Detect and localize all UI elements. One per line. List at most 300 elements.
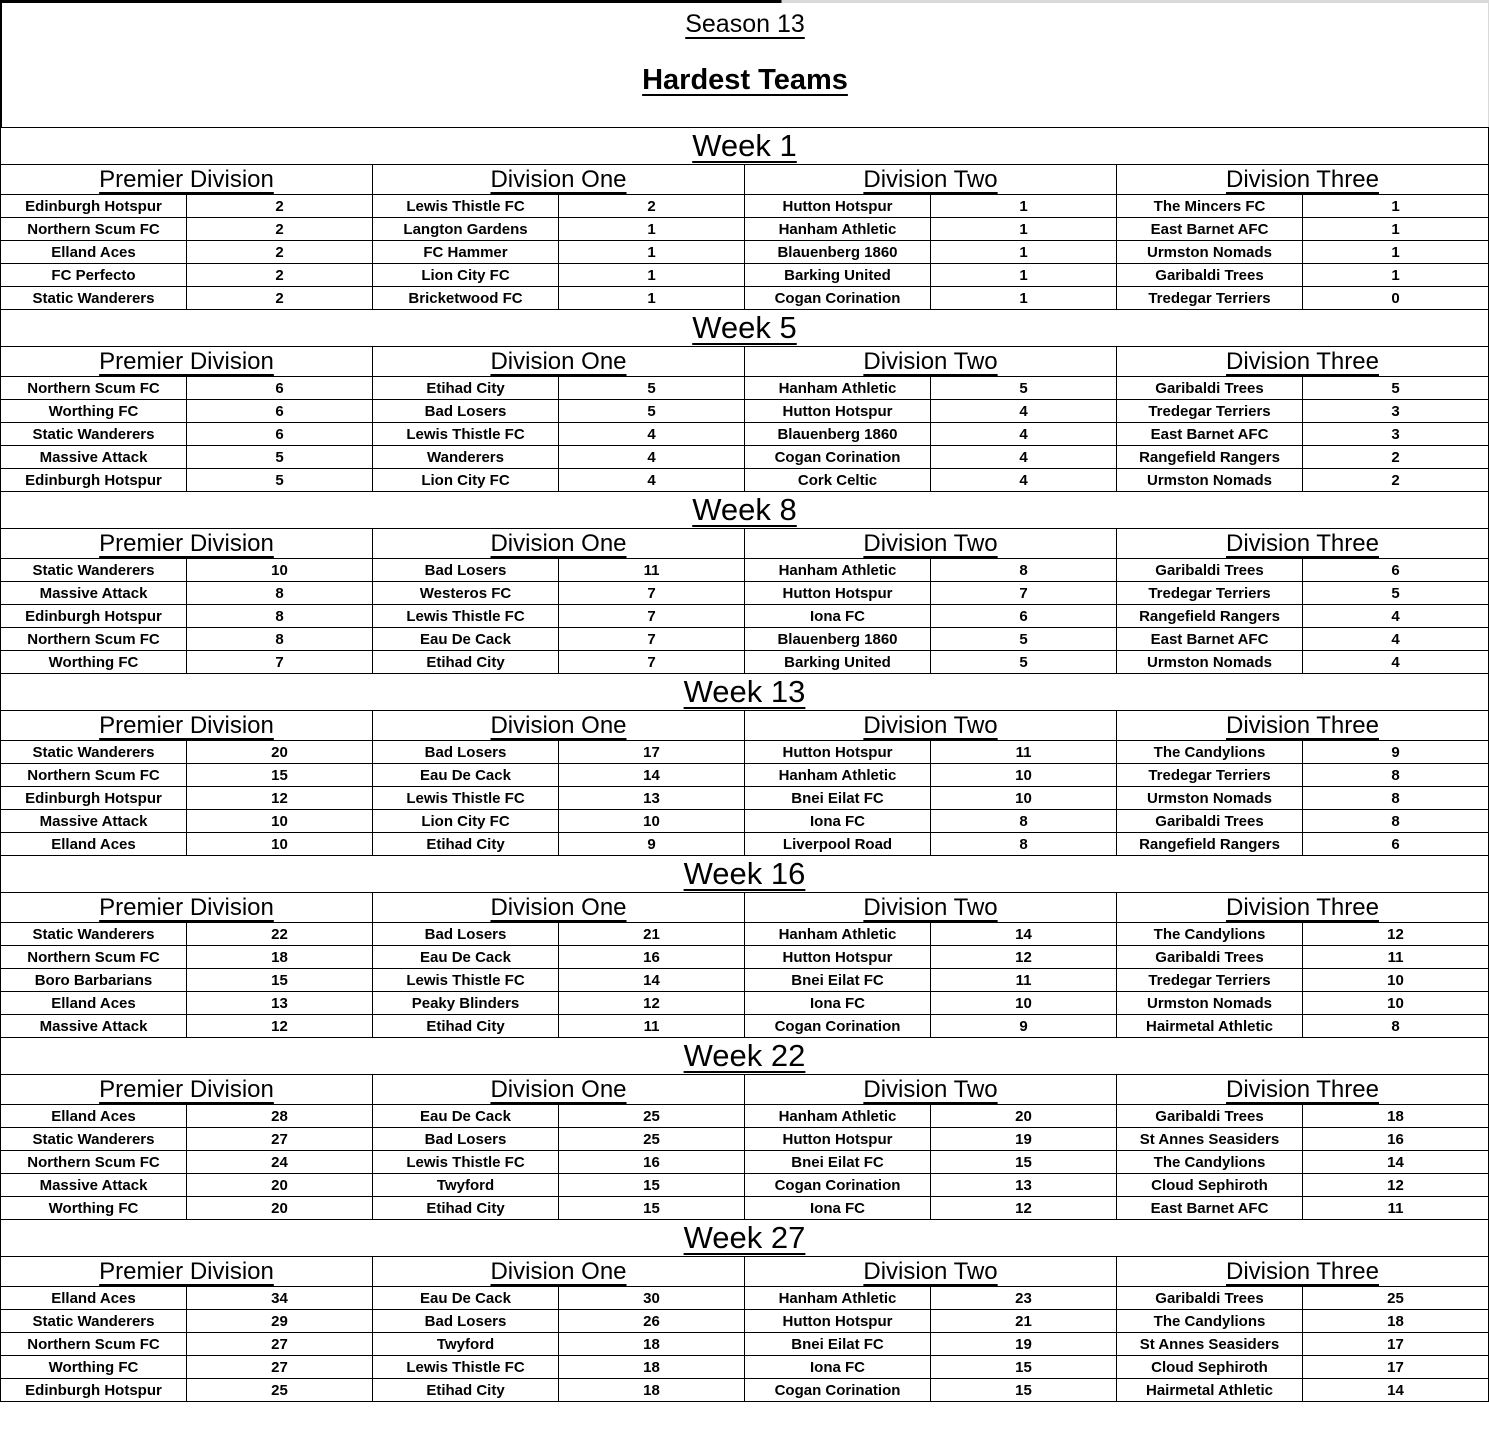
team-score-cell: 25: [559, 1128, 745, 1151]
team-score-cell: 8: [1303, 764, 1489, 787]
week-banner-row: [1, 310, 1489, 347]
team-score-cell: 4: [1303, 628, 1489, 651]
division-header-cell: [373, 529, 745, 559]
week-title-label: Week 13: [683, 674, 806, 709]
team-name-cell: FC Hammer: [373, 241, 559, 264]
team-score-cell: 6: [187, 423, 373, 446]
team-name-cell: Bnei Eilat FC: [745, 969, 931, 992]
division-header-cell: [1117, 1075, 1489, 1105]
team-score-cell: 1: [931, 264, 1117, 287]
team-name-cell: East Barnet AFC: [1117, 1197, 1303, 1220]
team-score-cell: 34: [187, 1287, 373, 1310]
team-name-cell: East Barnet AFC: [1117, 628, 1303, 651]
main-title-row: [2, 63, 1488, 97]
division-header-label: Division Three: [1226, 1075, 1379, 1103]
team-name-cell: Cogan Corination: [745, 1174, 931, 1197]
week-banner-row: [1, 1220, 1489, 1257]
team-name-cell: Tredegar Terriers: [1117, 582, 1303, 605]
team-score-cell: 6: [187, 377, 373, 400]
week-title-cell: [1, 310, 1489, 347]
team-name-cell: Northern Scum FC: [1, 377, 187, 400]
team-score-cell: 21: [931, 1310, 1117, 1333]
team-score-cell: 2: [559, 195, 745, 218]
team-name-cell: Lion City FC: [373, 810, 559, 833]
team-name-cell: Rangefield Rangers: [1117, 605, 1303, 628]
division-header-row: [1, 711, 1489, 741]
team-score-cell: 16: [559, 946, 745, 969]
team-score-cell: 10: [187, 833, 373, 856]
team-name-cell: Hanham Athletic: [745, 764, 931, 787]
team-score-cell: 22: [187, 923, 373, 946]
team-name-cell: The Candylions: [1117, 1310, 1303, 1333]
division-header-label: Premier Division: [99, 347, 274, 375]
team-name-cell: Blauenberg 1860: [745, 628, 931, 651]
team-row: [1, 628, 1489, 651]
division-header-cell: [745, 347, 1117, 377]
team-score-cell: 25: [1303, 1287, 1489, 1310]
team-score-cell: 18: [559, 1379, 745, 1402]
team-row: [1, 218, 1489, 241]
team-name-cell: Bnei Eilat FC: [745, 787, 931, 810]
team-score-cell: 10: [187, 559, 373, 582]
team-name-cell: Cork Celtic: [745, 469, 931, 492]
team-score-cell: 8: [187, 582, 373, 605]
team-row: [1, 241, 1489, 264]
division-header-label: Premier Division: [99, 1257, 274, 1285]
team-score-cell: 2: [187, 264, 373, 287]
division-header-cell: [1, 165, 373, 195]
division-header-label: Division One: [490, 529, 627, 557]
team-score-cell: 4: [1303, 605, 1489, 628]
team-score-cell: 7: [559, 628, 745, 651]
team-score-cell: 23: [931, 1287, 1117, 1310]
team-name-cell: Urmston Nomads: [1117, 992, 1303, 1015]
division-header-cell: [745, 165, 1117, 195]
team-row: [1, 1105, 1489, 1128]
team-name-cell: Hutton Hotspur: [745, 1310, 931, 1333]
team-score-cell: 28: [187, 1105, 373, 1128]
team-name-cell: Worthing FC: [1, 1197, 187, 1220]
team-name-cell: Etihad City: [373, 833, 559, 856]
week-title-label: Week 1: [692, 128, 797, 163]
team-row: [1, 741, 1489, 764]
division-header-cell: [1, 347, 373, 377]
division-header-cell: [1117, 1257, 1489, 1287]
team-score-cell: 5: [187, 469, 373, 492]
team-name-cell: Static Wanderers: [1, 1310, 187, 1333]
division-header-label: Division Two: [863, 893, 998, 921]
team-name-cell: Eau De Cack: [373, 1105, 559, 1128]
team-name-cell: Lion City FC: [373, 469, 559, 492]
team-score-cell: 10: [931, 992, 1117, 1015]
team-name-cell: Northern Scum FC: [1, 628, 187, 651]
division-header-label: Division One: [490, 711, 627, 739]
team-name-cell: Garibaldi Trees: [1117, 1105, 1303, 1128]
team-row: [1, 377, 1489, 400]
team-name-cell: Hanham Athletic: [745, 377, 931, 400]
team-name-cell: Hanham Athletic: [745, 1287, 931, 1310]
week-title-cell: [1, 1038, 1489, 1075]
team-row: [1, 923, 1489, 946]
team-name-cell: Northern Scum FC: [1, 764, 187, 787]
team-name-cell: Cloud Sephiroth: [1117, 1356, 1303, 1379]
week-title-label: Week 22: [683, 1038, 806, 1073]
season-title-label: Season 13: [685, 10, 805, 38]
team-score-cell: 0: [1303, 287, 1489, 310]
division-header-cell: [1117, 165, 1489, 195]
division-header-cell: [1117, 711, 1489, 741]
team-name-cell: Hanham Athletic: [745, 1105, 931, 1128]
team-name-cell: Hairmetal Athletic: [1117, 1015, 1303, 1038]
team-score-cell: 10: [187, 810, 373, 833]
team-name-cell: Hutton Hotspur: [745, 946, 931, 969]
division-header-cell: [1, 1075, 373, 1105]
team-name-cell: Worthing FC: [1, 651, 187, 674]
division-header-cell: [1, 1257, 373, 1287]
division-header-cell: [745, 529, 1117, 559]
division-header-label: Division One: [490, 165, 627, 193]
team-name-cell: Static Wanderers: [1, 1128, 187, 1151]
team-score-cell: 18: [187, 946, 373, 969]
team-score-cell: 13: [187, 992, 373, 1015]
team-score-cell: 27: [187, 1128, 373, 1151]
team-score-cell: 4: [931, 400, 1117, 423]
team-score-cell: 25: [187, 1379, 373, 1402]
team-score-cell: 1: [559, 218, 745, 241]
team-name-cell: Hanham Athletic: [745, 559, 931, 582]
team-name-cell: Edinburgh Hotspur: [1, 1379, 187, 1402]
team-name-cell: Peaky Blinders: [373, 992, 559, 1015]
team-name-cell: Elland Aces: [1, 1287, 187, 1310]
team-score-cell: 2: [187, 195, 373, 218]
team-name-cell: Eau De Cack: [373, 628, 559, 651]
team-name-cell: Cogan Corination: [745, 446, 931, 469]
team-score-cell: 11: [559, 1015, 745, 1038]
team-name-cell: Iona FC: [745, 1197, 931, 1220]
team-name-cell: Lewis Thistle FC: [373, 787, 559, 810]
division-header-label: Division Two: [863, 1075, 998, 1103]
team-row: [1, 787, 1489, 810]
team-name-cell: Urmston Nomads: [1117, 787, 1303, 810]
team-name-cell: Massive Attack: [1, 1174, 187, 1197]
team-row: [1, 946, 1489, 969]
team-name-cell: Iona FC: [745, 1356, 931, 1379]
team-name-cell: Tredegar Terriers: [1117, 969, 1303, 992]
team-name-cell: Hutton Hotspur: [745, 195, 931, 218]
team-name-cell: Bad Losers: [373, 400, 559, 423]
team-score-cell: 4: [1303, 651, 1489, 674]
team-score-cell: 1: [1303, 218, 1489, 241]
team-score-cell: 27: [187, 1333, 373, 1356]
team-score-cell: 14: [931, 923, 1117, 946]
team-score-cell: 20: [187, 741, 373, 764]
team-row: [1, 1333, 1489, 1356]
team-name-cell: Massive Attack: [1, 446, 187, 469]
team-row: [1, 810, 1489, 833]
week-title-cell: [1, 128, 1489, 165]
team-name-cell: Garibaldi Trees: [1117, 377, 1303, 400]
division-header-label: Division Two: [863, 165, 998, 193]
team-name-cell: Bad Losers: [373, 1310, 559, 1333]
team-row: [1, 287, 1489, 310]
team-score-cell: 3: [1303, 423, 1489, 446]
team-score-cell: 8: [187, 605, 373, 628]
division-header-label: Division Two: [863, 711, 998, 739]
team-score-cell: 18: [559, 1356, 745, 1379]
team-name-cell: Bad Losers: [373, 1128, 559, 1151]
team-score-cell: 15: [931, 1151, 1117, 1174]
team-score-cell: 1: [559, 264, 745, 287]
division-header-label: Premier Division: [99, 711, 274, 739]
team-row: [1, 423, 1489, 446]
team-row: [1, 582, 1489, 605]
team-name-cell: Barking United: [745, 651, 931, 674]
team-score-cell: 12: [1303, 923, 1489, 946]
team-score-cell: 5: [931, 377, 1117, 400]
team-score-cell: 1: [931, 195, 1117, 218]
team-name-cell: Garibaldi Trees: [1117, 946, 1303, 969]
team-row: [1, 195, 1489, 218]
team-score-cell: 20: [931, 1105, 1117, 1128]
team-name-cell: Twyford: [373, 1333, 559, 1356]
team-row: [1, 1356, 1489, 1379]
team-score-cell: 8: [931, 559, 1117, 582]
team-score-cell: 4: [559, 423, 745, 446]
team-name-cell: Hutton Hotspur: [745, 582, 931, 605]
team-row: [1, 605, 1489, 628]
team-score-cell: 4: [931, 446, 1117, 469]
team-score-cell: 26: [559, 1310, 745, 1333]
team-name-cell: Edinburgh Hotspur: [1, 787, 187, 810]
division-header-label: Division Three: [1226, 893, 1379, 921]
team-name-cell: Static Wanderers: [1, 423, 187, 446]
team-name-cell: Tredegar Terriers: [1117, 764, 1303, 787]
division-header-cell: [373, 893, 745, 923]
week-title-cell: [1, 856, 1489, 893]
team-score-cell: 1: [931, 287, 1117, 310]
week-banner-row: [1, 674, 1489, 711]
team-score-cell: 18: [1303, 1105, 1489, 1128]
team-score-cell: 17: [1303, 1356, 1489, 1379]
team-name-cell: Lewis Thistle FC: [373, 969, 559, 992]
team-score-cell: 11: [1303, 946, 1489, 969]
team-name-cell: Blauenberg 1860: [745, 241, 931, 264]
team-name-cell: Cogan Corination: [745, 287, 931, 310]
team-score-cell: 12: [559, 992, 745, 1015]
team-score-cell: 7: [559, 582, 745, 605]
team-score-cell: 12: [187, 1015, 373, 1038]
division-header-label: Division Two: [863, 529, 998, 557]
team-name-cell: Northern Scum FC: [1, 218, 187, 241]
team-score-cell: 11: [931, 741, 1117, 764]
team-score-cell: 15: [559, 1174, 745, 1197]
team-name-cell: Wanderers: [373, 446, 559, 469]
division-header-cell: [1117, 529, 1489, 559]
team-row: [1, 651, 1489, 674]
week-title-cell: [1, 674, 1489, 711]
team-name-cell: Worthing FC: [1, 400, 187, 423]
team-name-cell: Massive Attack: [1, 582, 187, 605]
team-row: [1, 1310, 1489, 1333]
team-name-cell: Bnei Eilat FC: [745, 1151, 931, 1174]
team-score-cell: 17: [1303, 1333, 1489, 1356]
team-name-cell: St Annes Seasiders: [1117, 1333, 1303, 1356]
division-header-row: [1, 893, 1489, 923]
team-name-cell: Lewis Thistle FC: [373, 605, 559, 628]
team-name-cell: Urmston Nomads: [1117, 241, 1303, 264]
team-name-cell: Static Wanderers: [1, 287, 187, 310]
division-header-row: [1, 347, 1489, 377]
week-title-label: Week 16: [683, 856, 806, 891]
team-name-cell: Massive Attack: [1, 1015, 187, 1038]
division-header-row: [1, 529, 1489, 559]
week-banner-row: [1, 1038, 1489, 1075]
division-header-cell: [1, 529, 373, 559]
team-name-cell: Etihad City: [373, 1015, 559, 1038]
team-name-cell: Garibaldi Trees: [1117, 264, 1303, 287]
team-score-cell: 10: [931, 787, 1117, 810]
division-header-cell: [1, 893, 373, 923]
team-score-cell: 1: [559, 241, 745, 264]
team-name-cell: Etihad City: [373, 1379, 559, 1402]
team-name-cell: Eau De Cack: [373, 946, 559, 969]
team-name-cell: Twyford: [373, 1174, 559, 1197]
team-score-cell: 4: [931, 469, 1117, 492]
division-header-label: Division One: [490, 1075, 627, 1103]
team-name-cell: Cogan Corination: [745, 1015, 931, 1038]
team-score-cell: 2: [187, 287, 373, 310]
team-name-cell: Lewis Thistle FC: [373, 423, 559, 446]
team-score-cell: 7: [187, 651, 373, 674]
team-score-cell: 15: [931, 1356, 1117, 1379]
division-header-label: Division Three: [1226, 711, 1379, 739]
week-banner-row: [1, 856, 1489, 893]
team-name-cell: Northern Scum FC: [1, 1151, 187, 1174]
team-score-cell: 4: [559, 446, 745, 469]
team-name-cell: Rangefield Rangers: [1117, 833, 1303, 856]
team-name-cell: Static Wanderers: [1, 741, 187, 764]
team-name-cell: Elland Aces: [1, 992, 187, 1015]
team-score-cell: 24: [187, 1151, 373, 1174]
team-name-cell: Bad Losers: [373, 559, 559, 582]
division-header-label: Premier Division: [99, 165, 274, 193]
team-name-cell: Westeros FC: [373, 582, 559, 605]
division-header-label: Premier Division: [99, 893, 274, 921]
division-header-label: Division Three: [1226, 1257, 1379, 1285]
team-score-cell: 4: [931, 423, 1117, 446]
team-name-cell: Bad Losers: [373, 923, 559, 946]
team-name-cell: Hutton Hotspur: [745, 741, 931, 764]
team-name-cell: The Candylions: [1117, 741, 1303, 764]
division-header-cell: [1117, 893, 1489, 923]
division-header-label: Division One: [490, 347, 627, 375]
division-header-cell: [1117, 347, 1489, 377]
team-name-cell: Garibaldi Trees: [1117, 810, 1303, 833]
team-row: [1, 1287, 1489, 1310]
team-name-cell: Massive Attack: [1, 810, 187, 833]
team-name-cell: Hanham Athletic: [745, 923, 931, 946]
team-score-cell: 15: [187, 969, 373, 992]
team-name-cell: Northern Scum FC: [1, 946, 187, 969]
division-header-cell: [373, 711, 745, 741]
team-name-cell: Hairmetal Athletic: [1117, 1379, 1303, 1402]
team-score-cell: 30: [559, 1287, 745, 1310]
team-name-cell: Iona FC: [745, 992, 931, 1015]
team-score-cell: 17: [559, 741, 745, 764]
team-name-cell: Iona FC: [745, 605, 931, 628]
team-score-cell: 1: [1303, 195, 1489, 218]
team-name-cell: FC Perfecto: [1, 264, 187, 287]
team-score-cell: 1: [559, 287, 745, 310]
team-row: [1, 969, 1489, 992]
team-name-cell: Static Wanderers: [1, 559, 187, 582]
team-name-cell: East Barnet AFC: [1117, 423, 1303, 446]
team-row: [1, 264, 1489, 287]
team-name-cell: Garibaldi Trees: [1117, 1287, 1303, 1310]
team-name-cell: Lewis Thistle FC: [373, 1356, 559, 1379]
team-name-cell: Northern Scum FC: [1, 1333, 187, 1356]
division-header-label: Division Two: [863, 347, 998, 375]
team-name-cell: Langton Gardens: [373, 218, 559, 241]
team-name-cell: Boro Barbarians: [1, 969, 187, 992]
team-score-cell: 5: [1303, 377, 1489, 400]
team-row: [1, 469, 1489, 492]
division-header-label: Premier Division: [99, 529, 274, 557]
team-row: [1, 446, 1489, 469]
team-score-cell: 7: [559, 605, 745, 628]
team-score-cell: 1: [931, 218, 1117, 241]
division-header-cell: [745, 1257, 1117, 1287]
team-name-cell: Tredegar Terriers: [1117, 287, 1303, 310]
team-name-cell: Edinburgh Hotspur: [1, 469, 187, 492]
team-score-cell: 27: [187, 1356, 373, 1379]
division-header-row: [1, 1075, 1489, 1105]
hardest-teams-table: [0, 127, 1489, 1402]
team-name-cell: Liverpool Road: [745, 833, 931, 856]
team-row: [1, 764, 1489, 787]
team-name-cell: Rangefield Rangers: [1117, 446, 1303, 469]
team-score-cell: 10: [1303, 992, 1489, 1015]
team-row: [1, 400, 1489, 423]
week-banner-row: [1, 492, 1489, 529]
team-name-cell: Lewis Thistle FC: [373, 195, 559, 218]
team-score-cell: 21: [559, 923, 745, 946]
week-banner-row: [1, 128, 1489, 165]
team-score-cell: 12: [1303, 1174, 1489, 1197]
team-score-cell: 8: [187, 628, 373, 651]
team-row: [1, 1197, 1489, 1220]
team-name-cell: Tredegar Terriers: [1117, 400, 1303, 423]
team-score-cell: 18: [1303, 1310, 1489, 1333]
team-name-cell: Hutton Hotspur: [745, 1128, 931, 1151]
team-name-cell: The Candylions: [1117, 923, 1303, 946]
team-score-cell: 14: [1303, 1151, 1489, 1174]
team-score-cell: 8: [1303, 810, 1489, 833]
team-name-cell: Lion City FC: [373, 264, 559, 287]
team-name-cell: East Barnet AFC: [1117, 218, 1303, 241]
team-row: [1, 559, 1489, 582]
week-title-cell: [1, 1220, 1489, 1257]
team-score-cell: 16: [559, 1151, 745, 1174]
team-score-cell: 5: [1303, 582, 1489, 605]
team-name-cell: Garibaldi Trees: [1117, 559, 1303, 582]
division-header-row: [1, 1257, 1489, 1287]
team-score-cell: 12: [187, 787, 373, 810]
team-row: [1, 1151, 1489, 1174]
team-score-cell: 5: [187, 446, 373, 469]
division-header-label: Division One: [490, 893, 627, 921]
team-name-cell: Elland Aces: [1, 241, 187, 264]
